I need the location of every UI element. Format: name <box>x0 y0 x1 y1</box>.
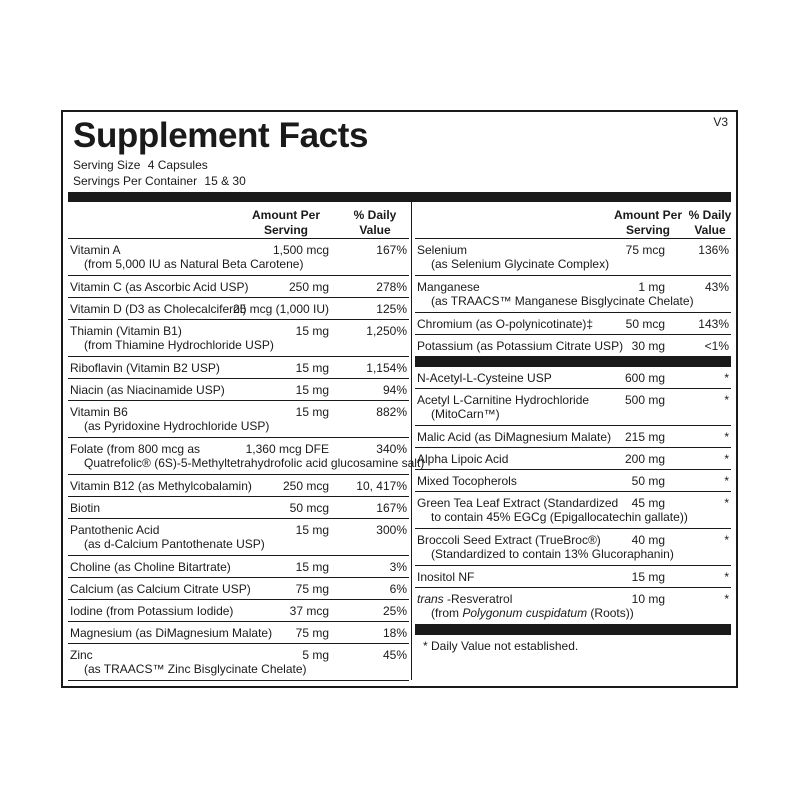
nutrient-name-line1: Magnesium (as DiMagnesium Malate) <box>70 626 273 640</box>
daily-value: 143% <box>698 317 729 331</box>
amount-per-serving: 250 mg <box>288 280 329 294</box>
nutrient-name-line1: Mixed Tocopherols <box>417 474 517 488</box>
serving-size <box>73 158 212 172</box>
nutrient-name-line2: (from 5,000 IU as Natural Beta Carotene) <box>84 257 304 271</box>
daily-value-header <box>687 208 733 238</box>
nutrient-name-line1: Biotin <box>70 501 101 515</box>
nutrient-name-line1: Vitamin C (as Ascorbic Acid USP) <box>70 280 249 294</box>
nutrient-name-line1: Selenium <box>417 243 468 257</box>
table-row <box>68 556 409 578</box>
dv-header-line1: % Daily <box>353 208 397 222</box>
table-row <box>415 566 731 588</box>
nutrient-name-line1: Vitamin D (D3 as Cholecalciferol) <box>70 302 247 316</box>
table-row <box>415 389 731 426</box>
column-divider <box>411 202 412 680</box>
servings-per-container-value: 15 & 30 <box>204 174 246 188</box>
nutrient-name <box>70 243 303 271</box>
nutrient-name <box>417 474 517 488</box>
table-row <box>68 379 409 401</box>
daily-value: 1,250% <box>366 324 407 338</box>
table-row <box>68 239 409 276</box>
nutrient-name <box>417 570 474 584</box>
daily-value: * <box>724 371 729 385</box>
daily-value: * <box>724 496 729 510</box>
amount-header-line1: Amount Per <box>613 208 682 222</box>
nutrient-name-line1: Pantothenic Acid <box>70 523 160 537</box>
amount-per-serving: 45 mg <box>631 496 665 510</box>
amount-per-serving: 5 mg <box>302 648 329 662</box>
nutrient-name-line1: Inositol NF <box>417 570 475 584</box>
table-row <box>415 470 731 492</box>
amount-per-serving: 75 mcg <box>625 243 665 257</box>
nutrient-name-line1: Manganese <box>417 280 480 294</box>
right-column <box>415 202 731 659</box>
nutrient-name-line1: Green Tea Leaf Extract (Standardized <box>417 496 619 510</box>
daily-value: * <box>724 393 729 407</box>
table-row <box>415 588 731 625</box>
nutrient-name-line1: Calcium (as Calcium Citrate USP) <box>70 582 251 596</box>
section-divider-bar <box>415 357 731 367</box>
table-row <box>68 357 409 379</box>
nutrient-name <box>417 371 552 385</box>
right-ingredient-list <box>415 367 731 625</box>
amount-per-serving: 15 mg <box>295 324 329 338</box>
amount-per-serving: 15 mg <box>295 560 329 574</box>
table-row <box>415 492 731 529</box>
daily-value: * <box>724 533 729 547</box>
section-divider-bar <box>415 625 731 635</box>
nutrient-name-line1: Acetyl L-Carnitine Hydrochloride <box>417 393 590 407</box>
nutrient-name <box>70 648 307 676</box>
daily-value: 3% <box>389 560 407 574</box>
left-nutrient-list <box>68 239 425 681</box>
nutrient-name <box>70 405 269 433</box>
supplement-facts-panel <box>61 110 738 688</box>
version-code: V3 <box>713 115 728 129</box>
amount-header-line2: Serving <box>625 223 670 237</box>
amount-per-serving: 600 mg <box>624 371 665 385</box>
daily-value: 45% <box>382 648 407 662</box>
nutrient-name <box>70 604 233 618</box>
table-row <box>415 276 731 313</box>
nutrient-name-line2: (Standardized to contain 13% Glucoraphanin) <box>431 547 674 561</box>
amount-per-serving: 75 mg <box>295 582 329 596</box>
table-row <box>415 335 731 357</box>
nutrient-name-line1: Iodine (from Potassium Iodide) <box>70 604 234 618</box>
amount-per-serving: 50 mcg <box>625 317 665 331</box>
daily-value: 167% <box>376 243 407 257</box>
nutrient-name <box>417 317 593 331</box>
nutrient-name-line1: Malic Acid (as DiMagnesium Malate) <box>417 430 612 444</box>
nutrient-name-line2: to contain 45% EGCg (Epigallocatechin gallate)) <box>431 510 688 524</box>
amount-per-serving: 10 mg <box>631 592 665 606</box>
table-row <box>68 320 409 357</box>
nutrient-name-line1: Folate (from 800 mcg as <box>70 442 201 456</box>
table-row <box>68 276 409 298</box>
column-header <box>415 202 731 239</box>
amount-header-line2: Serving <box>263 223 308 237</box>
amount-per-serving: 500 mg <box>624 393 665 407</box>
nutrient-name <box>70 582 251 596</box>
table-row <box>68 644 409 681</box>
amount-per-serving: 215 mg <box>624 430 665 444</box>
amount-per-serving: 75 mg <box>295 626 329 640</box>
table-row <box>68 438 425 475</box>
daily-value: * <box>724 474 729 488</box>
nutrient-name <box>70 560 231 574</box>
nutrient-name <box>70 479 252 493</box>
table-row <box>415 313 731 335</box>
amount-per-serving: 15 mg <box>295 361 329 375</box>
amount-per-serving: 50 mg <box>631 474 665 488</box>
amount-per-serving: 15 mg <box>631 570 665 584</box>
nutrient-name <box>70 280 249 294</box>
nutrient-name-line2: Quatrefolic® (6S)-5-Methyltetrahydrofolic acid glucosamine salt) <box>84 456 425 470</box>
nutrient-name-line1: Vitamin B12 (as Methylcobalamin) <box>70 479 252 493</box>
nutrient-name-line2: (from Polygonum cuspidatum (Roots)) <box>431 606 634 620</box>
daily-value: 300% <box>376 523 407 537</box>
daily-value: 125% <box>376 302 407 316</box>
daily-value: 25% <box>382 604 407 618</box>
dv-header-line2: Value <box>359 223 391 237</box>
nutrient-name <box>417 452 508 466</box>
table-row <box>68 298 409 320</box>
nutrient-name-line2: (as Pyridoxine Hydrochloride USP) <box>84 419 270 433</box>
nutrient-name <box>417 430 611 444</box>
nutrient-name-line1: Choline (as Choline Bitartrate) <box>70 560 231 574</box>
daily-value-header <box>344 208 406 238</box>
top-divider-bar <box>68 192 731 202</box>
column-header <box>68 202 409 239</box>
servings-per-container-label: Servings Per Container <box>73 174 198 188</box>
left-column <box>68 202 425 681</box>
amount-per-serving: 15 mg <box>295 523 329 537</box>
table-row <box>68 600 409 622</box>
nutrient-name-line2: (MitoCarn™) <box>431 407 500 421</box>
daily-value: * <box>724 570 729 584</box>
dv-header-line2: Value <box>694 223 726 237</box>
amount-per-serving: 1,360 mcg DFE <box>245 442 329 456</box>
dv-header-line1: % Daily <box>688 208 732 222</box>
table-row <box>68 475 409 497</box>
panel-title: Supplement Facts <box>73 116 369 155</box>
amount-header-line1: Amount Per <box>251 208 320 222</box>
footnote <box>415 635 731 659</box>
nutrient-name <box>417 592 634 620</box>
table-row <box>415 529 731 566</box>
servings-per-container <box>73 174 250 188</box>
table-row <box>68 519 409 556</box>
nutrient-name <box>70 626 272 640</box>
nutrient-name <box>70 324 274 352</box>
nutrient-name-line1: Broccoli Seed Extract (TrueBroc®) <box>417 533 601 547</box>
nutrient-name-line2: (as d-Calcium Pantothenate USP) <box>84 537 265 551</box>
daily-value: 43% <box>704 280 729 294</box>
table-row <box>68 578 409 600</box>
nutrient-name-line1: Thiamin (Vitamin B1) <box>70 324 182 338</box>
amount-per-serving: 50 mcg <box>289 501 329 515</box>
nutrient-name <box>70 501 100 515</box>
amount-per-serving: 25 mcg (1,000 IU) <box>232 302 329 316</box>
amount-per-serving: 30 mg <box>631 339 665 353</box>
table-row <box>68 401 409 438</box>
daily-value: 10, 417% <box>356 479 407 493</box>
nutrient-name-line1: trans -Resveratrol <box>417 592 513 606</box>
daily-value: 167% <box>376 501 407 515</box>
nutrient-name <box>70 383 225 397</box>
nutrient-name <box>70 523 265 551</box>
table-row <box>415 448 731 470</box>
nutrient-name-line1: Riboflavin (Vitamin B2 USP) <box>70 361 220 375</box>
amount-per-serving: 15 mg <box>295 383 329 397</box>
amount-per-serving: 37 mcg <box>289 604 329 618</box>
amount-per-serving-header <box>605 208 691 238</box>
table-row <box>415 367 731 389</box>
daily-value: 340% <box>376 442 407 456</box>
table-row <box>68 622 409 644</box>
amount-per-serving: 250 mcg <box>282 479 329 493</box>
daily-value: 18% <box>382 626 407 640</box>
amount-per-serving: 40 mg <box>631 533 665 547</box>
nutrient-name-line2: (as TRAACS™ Manganese Bisglycinate Chelate) <box>431 294 694 308</box>
nutrient-name <box>70 302 247 316</box>
table-row <box>415 239 731 276</box>
footnote-text: * Daily Value not established. <box>423 639 579 653</box>
nutrient-name-line1: Potassium (as Potassium Citrate USP) <box>417 339 624 353</box>
nutrient-name <box>417 243 609 271</box>
daily-value: 278% <box>376 280 407 294</box>
nutrient-name-line1: Vitamin A <box>70 243 121 257</box>
nutrient-name <box>417 393 589 421</box>
table-row <box>415 426 731 448</box>
amount-per-serving: 1,500 mcg <box>272 243 329 257</box>
nutrient-name-line1: Niacin (as Niacinamide USP) <box>70 383 225 397</box>
serving-size-value: 4 Capsules <box>147 158 208 172</box>
nutrient-name-line1: Alpha Lipoic Acid <box>417 452 509 466</box>
nutrient-name-line1: Chromium (as O-polynicotinate)‡ <box>417 317 594 331</box>
daily-value: 136% <box>698 243 729 257</box>
nutrient-name-line2: (as Selenium Glycinate Complex) <box>431 257 610 271</box>
daily-value: 6% <box>389 582 407 596</box>
daily-value: 882% <box>376 405 407 419</box>
nutrient-name <box>417 339 623 353</box>
daily-value: * <box>724 592 729 606</box>
nutrient-name-line2: (from Thiamine Hydrochloride USP) <box>84 338 274 352</box>
daily-value: 94% <box>382 383 407 397</box>
nutrient-name-line1: Zinc <box>70 648 93 662</box>
right-nutrient-list <box>415 239 731 357</box>
daily-value: 1,154% <box>366 361 407 375</box>
nutrient-name <box>70 361 220 375</box>
daily-value: <1% <box>704 339 729 353</box>
nutrient-name-line2: (as TRAACS™ Zinc Bisglycinate Chelate) <box>84 662 307 676</box>
serving-size-label: Serving Size <box>73 158 141 172</box>
amount-per-serving: 200 mg <box>624 452 665 466</box>
table-row <box>68 497 409 519</box>
daily-value: * <box>724 452 729 466</box>
amount-per-serving: 15 mg <box>295 405 329 419</box>
nutrient-name-line1: N-Acetyl-L-Cysteine USP <box>417 371 552 385</box>
amount-per-serving-header <box>236 208 336 238</box>
amount-per-serving: 1 mg <box>638 280 665 294</box>
nutrient-name-line1: Vitamin B6 <box>70 405 128 419</box>
daily-value: * <box>724 430 729 444</box>
